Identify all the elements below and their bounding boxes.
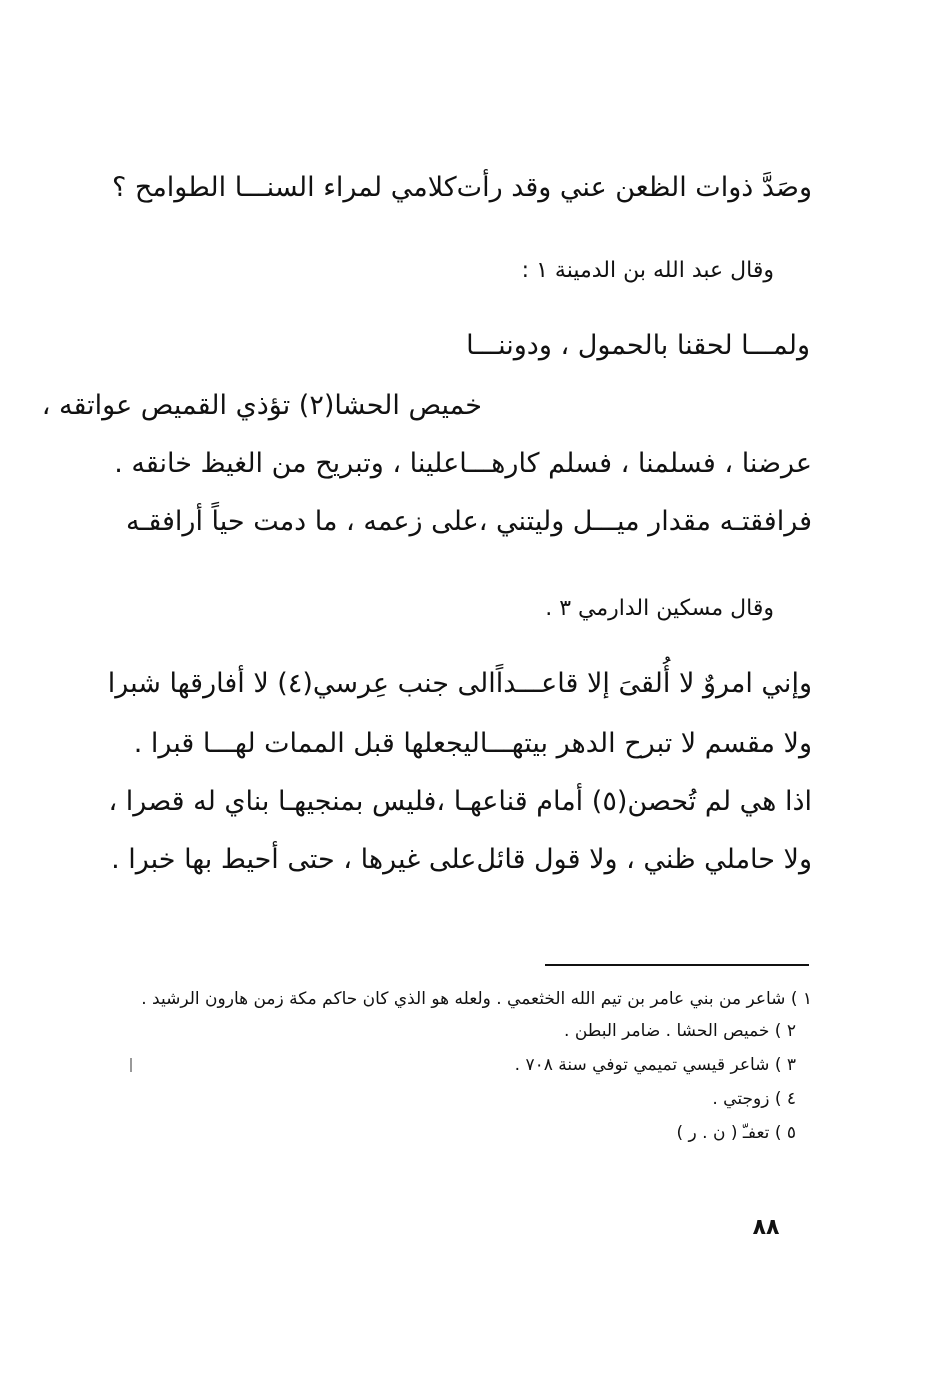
verse-first-hemistich: ولا مقسم لا تبرح الدهر بيتهـــا: [479, 728, 812, 759]
verse-first-hemistich: اذا هي لم تُحصن(٥) أمام قناعهـا ،: [436, 786, 812, 817]
poem-2-verse-3: [108, 780, 812, 824]
footnote-5: ٥ ) تعفـّ ( ن . ر ): [676, 1123, 796, 1143]
poem-1-line-2: خميص الحشا(٢) تؤذي القميص عواتقه ،: [41, 390, 482, 421]
footnote-3: ٣ ) شاعر قيسي تميمي توفي سنة ٧٠٨ .: [514, 1055, 796, 1075]
poem-intro-miskin-darimi: وقال مسكين الدارمي ٣ .: [545, 596, 774, 621]
verse-second-hemistich: على زعمه ، ما دمت حياً أرافقـه: [125, 506, 479, 537]
poem-intro-ibn-dumaina: وقال عبد الله بن الدمينة ١ :: [521, 258, 774, 283]
verse-second-hemistich: على غيرها ، حتى أحيط بها خبرا .: [111, 844, 477, 875]
poem-2-verse-2: [133, 722, 812, 766]
footnote-1: ١ ) شاعر من بني عامر بن تيم الله الخثعمي . ولعله هو الذي كان حاكم مكة زمن هارون الرشيد .: [141, 989, 812, 1009]
verse-top: [112, 166, 812, 210]
footnote-2: ٢ ) خميص الحشا . ضامر البطن .: [564, 1021, 796, 1041]
verse-first-hemistich: ولا حاملي ظني ، ولا قول قائل: [476, 844, 812, 875]
page-number: ٨٨: [752, 1215, 780, 1240]
footnote-divider: [545, 964, 809, 966]
verse-second-hemistich: علينا ، وتبريح من الغيظ خانقه .: [114, 448, 460, 479]
verse-first-hemistich: فرافقتـه مقدار ميـــل وليتني ،: [478, 506, 812, 537]
verse-second-hemistich: كلامي لمراء السنـــا الطوامح ؟: [112, 172, 457, 203]
poem-1-line-1: ولمـــا لحقنا بالحمول ، ودوننـــا: [466, 330, 810, 361]
poem-1-verse-1: [114, 442, 812, 486]
verse-second-hemistich: الى جنب عِرسي(٤) لا أفارقها شبرا: [107, 668, 496, 699]
scan-mark: [130, 1058, 132, 1072]
poem-2-verse-4: [111, 838, 812, 882]
verse-first-hemistich: عرضنا ، فسلمنا ، فسلم كارهـــا: [459, 448, 812, 479]
footnote-4: ٤ ) زوجتي .: [712, 1089, 796, 1109]
verse-second-hemistich: فليس بمنجيهـا بناي له قصرا ،: [108, 786, 437, 817]
footnotes: [136, 984, 812, 1150]
verse-second-hemistich: ليجعلها قبل الممات لهـــا قبرا .: [133, 728, 480, 759]
poem-2-verse-1: [107, 662, 812, 706]
verse-first-hemistich: وإني امروٌ لا أُلقىَ إلا قاعـــداً: [495, 668, 812, 699]
verse-first-hemistich: وصَدَّ ذوات الظعن عني وقد رأت: [456, 172, 812, 203]
poem-1-verse-2: [125, 500, 812, 544]
